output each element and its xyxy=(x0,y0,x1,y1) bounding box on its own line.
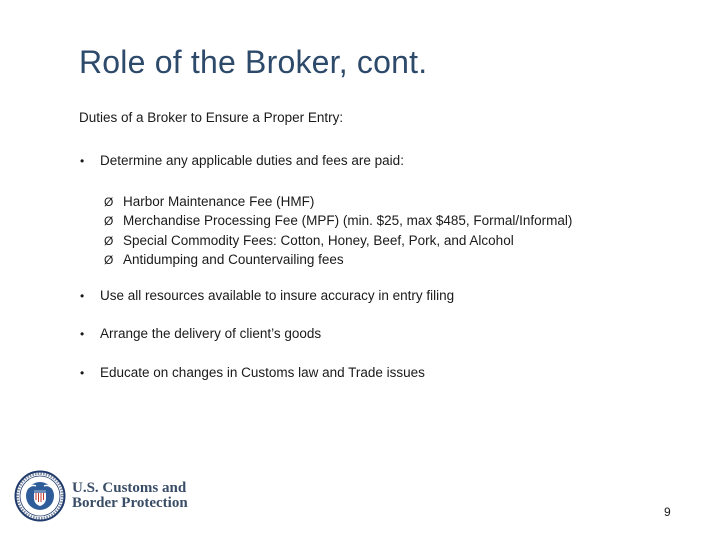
bullet-marker: • xyxy=(80,366,85,380)
page-number: 9 xyxy=(664,505,671,519)
bullet-item xyxy=(80,326,321,341)
bullet-text: Educate on changes in Customs law and Trade issues xyxy=(100,365,425,380)
sub-item-text: Harbor Maintenance Fee (HMF) xyxy=(123,194,315,209)
sub-item-text: Special Commodity Fees: Cotton, Honey, Beef, Pork, and Alcohol xyxy=(123,232,514,248)
footer-logo xyxy=(14,470,188,522)
sub-item xyxy=(104,192,572,211)
bullet-text: Determine any applicable duties and fees are paid: xyxy=(100,153,404,168)
bullet-marker: • xyxy=(80,327,85,341)
sub-item xyxy=(104,211,572,230)
bullet-item xyxy=(80,288,454,303)
arrow-bullet-icon: Ø xyxy=(104,233,114,248)
bullet-item xyxy=(80,365,425,380)
agency-name xyxy=(72,481,188,511)
sub-item xyxy=(104,231,572,250)
sub-item xyxy=(104,250,572,269)
arrow-bullet-icon: Ø xyxy=(104,253,114,268)
bullet-marker: • xyxy=(80,154,85,168)
intro-text: Duties of a Broker to Ensure a Proper Entry: xyxy=(79,110,344,125)
bullet-text: Use all resources available to insure accuracy in entry filing xyxy=(100,288,455,303)
arrow-bullet-icon: Ø xyxy=(104,214,114,229)
bullet-marker: • xyxy=(80,289,85,303)
agency-name-line2: Border Protection xyxy=(72,495,188,511)
arrow-bullet-icon: Ø xyxy=(104,195,114,209)
fee-sublist xyxy=(104,192,572,270)
bullet-item xyxy=(80,153,404,168)
dhs-seal-icon xyxy=(14,470,66,522)
bullet-text: Arrange the delivery of client’s goods xyxy=(100,326,322,341)
slide-title: Role of the Broker, cont. xyxy=(79,44,428,80)
sub-item-text: Antidumping and Countervailing fees xyxy=(123,252,344,268)
agency-name-line1: U.S. Customs and xyxy=(72,480,187,496)
sub-item-text: Merchandise Processing Fee (MPF) (min. $25, max $485, Formal/Informal) xyxy=(123,213,573,229)
